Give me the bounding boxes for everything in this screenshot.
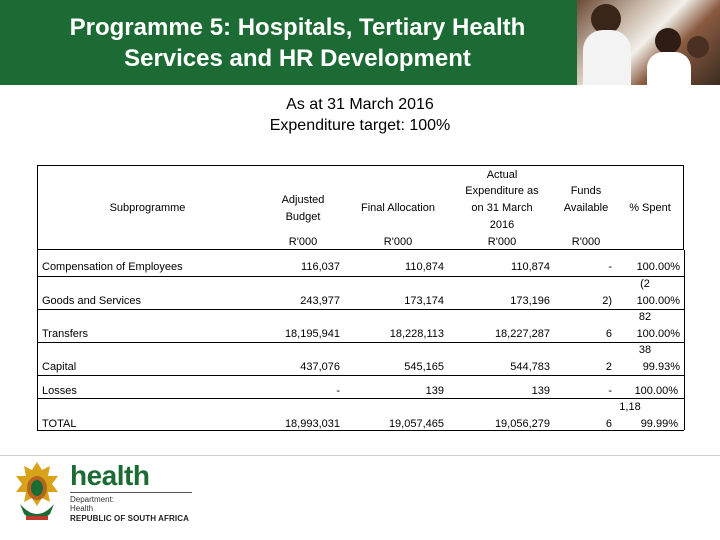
row-adjusted-total: 18,993,031 <box>284 418 340 430</box>
row-final-total: 19,057,465 <box>388 418 444 430</box>
header-subprogramme: Subprogramme <box>109 202 186 214</box>
row-spent-capital: 99.93% <box>642 361 680 373</box>
row-funds-capital: 2 <box>605 361 612 373</box>
row-funds-goods: 2) <box>602 295 612 307</box>
row-funds-total-top: 1,18 <box>619 401 641 413</box>
row-adjusted-compensation: 116,037 <box>301 261 340 273</box>
row-adjusted-goods: 243,977 <box>300 295 340 307</box>
unit-final: R'000 <box>383 236 413 248</box>
row-actual-losses: 139 <box>531 385 550 397</box>
row-name-compensation: Compensation of Employees <box>42 261 183 273</box>
row-divider <box>37 276 684 277</box>
logo-country: REPUBLIC OF SOUTH AFRICA <box>70 514 189 523</box>
row-divider <box>37 375 684 376</box>
row-divider <box>37 398 684 399</box>
subtitle-target: Expenditure target: 100% <box>269 117 451 134</box>
row-adjusted-capital: 437,076 <box>300 361 340 373</box>
header-actual-line-2: Expenditure as <box>465 185 539 197</box>
row-actual-compensation: 110,874 <box>511 261 550 273</box>
row-spent-total: 99.99% <box>640 418 678 430</box>
row-name-losses: Losses <box>42 385 77 397</box>
subtitle-date: As at 31 March 2016 <box>286 96 434 113</box>
row-funds-goods-top: (2 <box>640 278 650 290</box>
row-funds-transfers-top: 82 <box>638 311 652 323</box>
unit-actual: R'000 <box>487 236 517 248</box>
header-actual-line-4: 2016 <box>489 219 515 231</box>
header-percent-spent: % Spent <box>629 202 671 214</box>
row-adjusted-transfers: 18,195,941 <box>284 328 340 340</box>
header-final-allocation: Final Allocation <box>361 202 435 214</box>
header-actual-line-3: on 31 March <box>471 202 533 214</box>
row-final-transfers: 18,228,113 <box>389 328 444 340</box>
row-funds-total: 6 <box>605 418 612 430</box>
row-funds-transfers: 6 <box>605 328 612 340</box>
header-funds-line-2: Available <box>563 202 609 214</box>
footer-divider <box>0 455 720 456</box>
col-divider <box>684 250 685 430</box>
row-name-transfers: Transfers <box>42 328 89 340</box>
header-adjusted-budget-line-2: Budget <box>285 211 321 223</box>
col-divider <box>37 250 38 430</box>
slide-title-line-1: Programme 5: Hospitals, Tertiary Health <box>69 14 526 41</box>
row-spent-compensation: 100.00% <box>636 261 680 273</box>
row-funds-losses: - <box>608 385 612 397</box>
header-actual-line-1: Actual <box>486 169 518 181</box>
row-funds-compensation: - <box>608 261 612 273</box>
logo-rule <box>70 492 192 493</box>
row-spent-transfers: 100.00% <box>636 328 680 340</box>
row-divider <box>37 342 684 343</box>
logo-department: Department: <box>70 495 115 504</box>
logo-health-word: health <box>70 460 150 491</box>
row-divider <box>37 309 684 310</box>
row-actual-transfers: 18,227,287 <box>494 328 550 340</box>
row-name-capital: Capital <box>42 361 77 373</box>
header-funds-line-1: Funds <box>570 185 602 197</box>
row-spent-goods: 100.00% <box>636 295 680 307</box>
slide-title-line-2: Services and HR Development <box>124 45 471 72</box>
row-name-goods: Goods and Services <box>42 295 142 307</box>
row-final-goods: 173,174 <box>404 295 444 307</box>
row-actual-goods: 173,196 <box>510 295 550 307</box>
row-adjusted-losses: - <box>336 385 340 397</box>
unit-funds: R'000 <box>571 236 601 248</box>
unit-adjusted: R'000 <box>288 236 318 248</box>
row-actual-total: 19,056,279 <box>494 418 550 430</box>
row-name-total: TOTAL <box>42 418 77 430</box>
row-final-losses: 139 <box>425 385 444 397</box>
header-adjusted-budget-line-1: Adjusted <box>281 194 325 206</box>
row-actual-capital: 544,783 <box>510 361 550 373</box>
row-final-compensation: 110,874 <box>405 261 444 273</box>
row-funds-capital-top: 38 <box>638 344 652 356</box>
coat-of-arms-icon <box>12 460 62 526</box>
row-spent-losses: 100.00% <box>634 385 678 397</box>
row-final-capital: 545,165 <box>404 361 444 373</box>
logo-health-text: Health <box>70 504 94 513</box>
